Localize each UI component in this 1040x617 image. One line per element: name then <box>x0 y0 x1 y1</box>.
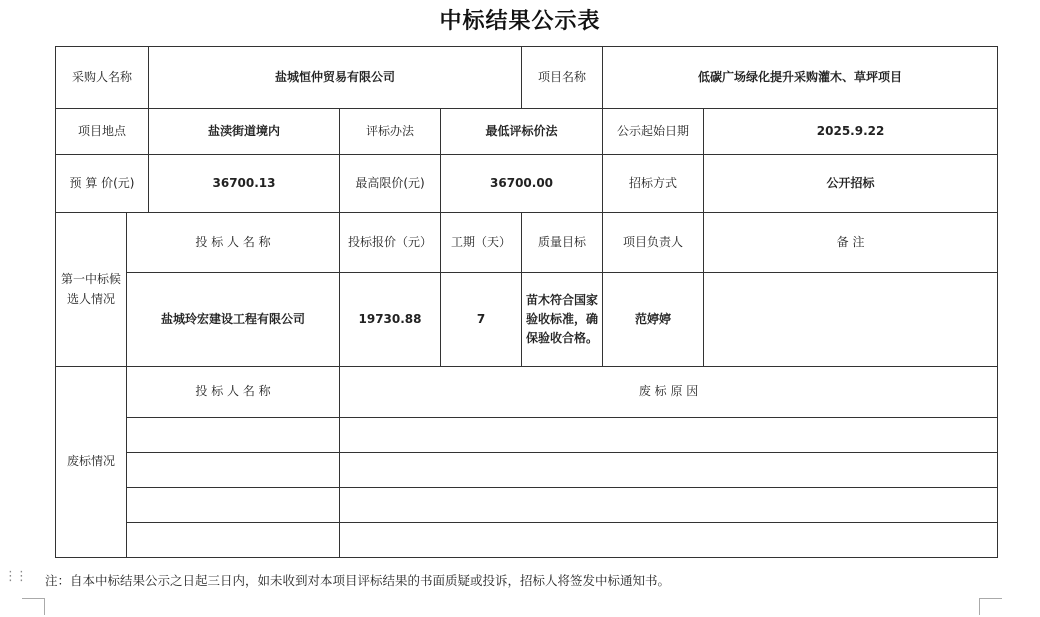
table-row <box>56 367 998 418</box>
purchaser-label: 采购人名称 <box>56 47 149 109</box>
candidate-manager-value: 范婷婷 <box>603 273 704 367</box>
candidate-price-value: 19730.88 <box>340 273 441 367</box>
table-row <box>56 523 998 558</box>
candidate-bidder-value: 盐城玲宏建设工程有限公司 <box>127 273 340 367</box>
rejected-bidder-cell <box>127 418 340 453</box>
rejected-bidder-cell <box>127 523 340 558</box>
result-table <box>55 46 998 558</box>
rejected-reason-cell <box>340 523 998 558</box>
table-row <box>56 273 998 367</box>
start-date-value: 2025.9.22 <box>704 109 998 155</box>
rejected-reason-cell <box>340 488 998 523</box>
location-label: 项目地点 <box>56 109 149 155</box>
rejected-bidder-cell <box>127 488 340 523</box>
start-date-label: 公示起始日期 <box>603 109 704 155</box>
method-value: 最低评标价法 <box>441 109 603 155</box>
candidate-quality-value: 苗木符合国家验收标准，确保验收合格。 <box>522 273 603 367</box>
max-price-label: 最高限价(元) <box>340 155 441 213</box>
table-row <box>56 47 998 109</box>
candidate-price-header: 投标报价（元） <box>340 213 441 273</box>
budget-value: 36700.13 <box>149 155 340 213</box>
project-name-value: 低碳广场绿化提升采购灌木、草坪项目 <box>603 47 998 109</box>
rejected-bidder-header: 投 标 人 名 称 <box>127 367 340 418</box>
page-corner-mark-left <box>22 598 45 615</box>
footnote: 注：自本中标结果公示之日起三日内，如未收到对本项目评标结果的书面质疑或投诉，招标人将签发中标通知书。 <box>45 573 671 588</box>
page-title: 中标结果公示表 <box>439 8 601 34</box>
candidate-remarks-header: 备 注 <box>704 213 998 273</box>
max-price-value: 36700.00 <box>441 155 603 213</box>
rejected-reason-header: 废 标 原 因 <box>340 367 998 418</box>
candidate-quality-header: 质量目标 <box>522 213 603 273</box>
table-row <box>56 418 998 453</box>
rejected-bidder-cell <box>127 453 340 488</box>
purchaser-value: 盐城恒仲贸易有限公司 <box>149 47 522 109</box>
location-value: 盐渎街道境内 <box>149 109 340 155</box>
tender-method-value: 公开招标 <box>704 155 998 213</box>
budget-label: 预 算 价(元) <box>56 155 149 213</box>
candidate-period-header: 工期（天） <box>441 213 522 273</box>
table-row <box>56 109 998 155</box>
rejected-reason-cell <box>340 418 998 453</box>
candidate-remarks-value <box>704 273 998 367</box>
candidate-period-value: 7 <box>441 273 522 367</box>
tender-method-label: 招标方式 <box>603 155 704 213</box>
rejected-reason-cell <box>340 453 998 488</box>
table-row <box>56 213 998 273</box>
table-row <box>56 155 998 213</box>
table-row <box>56 488 998 523</box>
method-label: 评标办法 <box>340 109 441 155</box>
project-name-label: 项目名称 <box>522 47 603 109</box>
drag-handle-icon[interactable]: ⋮⋮ <box>4 569 26 584</box>
page-corner-mark-right <box>979 598 1002 615</box>
candidate-section-label: 第一中标候选人情况 <box>56 213 127 367</box>
rejected-section-label: 废标情况 <box>56 367 127 558</box>
table-row <box>56 453 998 488</box>
candidate-bidder-header: 投 标 人 名 称 <box>127 213 340 273</box>
candidate-manager-header: 项目负责人 <box>603 213 704 273</box>
